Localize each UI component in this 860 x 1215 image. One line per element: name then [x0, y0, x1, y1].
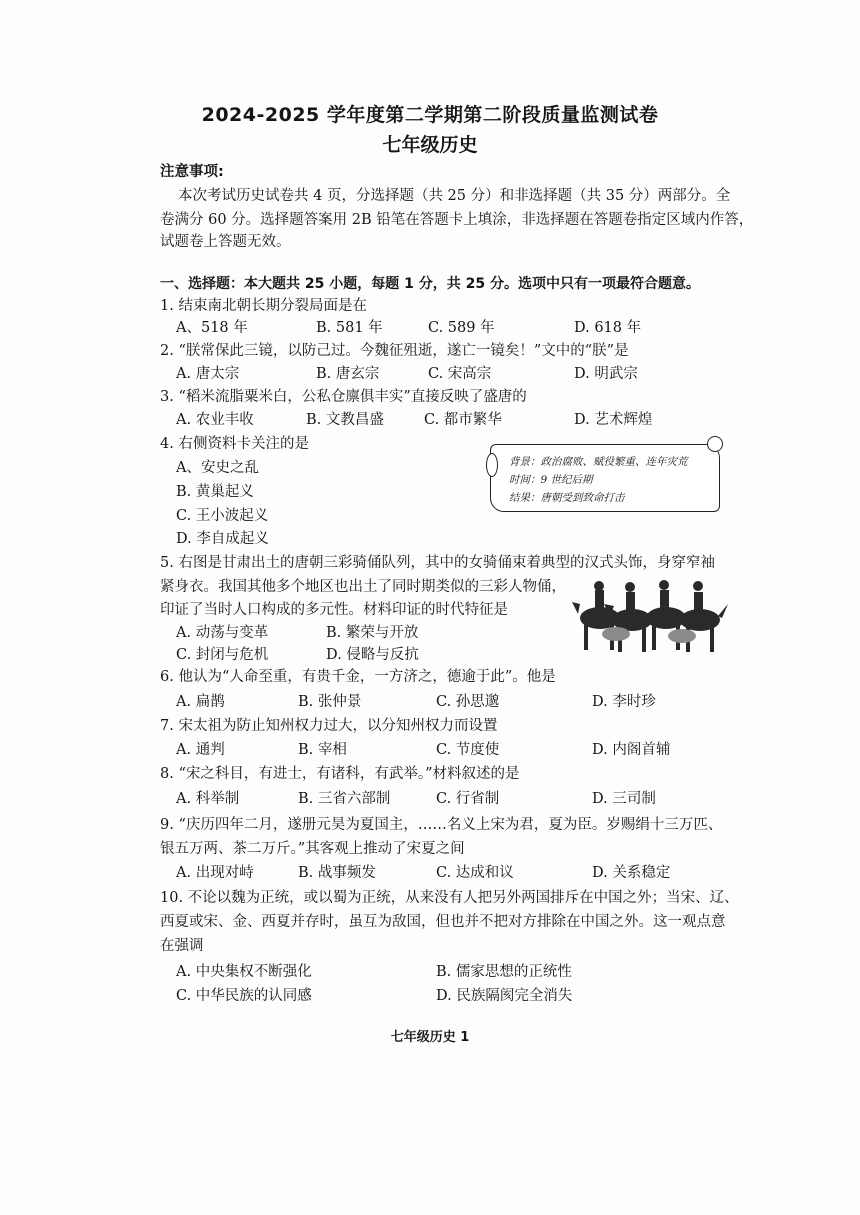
- option-d: D. 三司制: [592, 791, 656, 807]
- section-heading: 一、选择题：本大题共 25 小题，每题 1 分，共 25 分。选项中只有一项最符合题意。: [160, 276, 700, 292]
- exam-subtitle: 七年级历史: [382, 134, 478, 156]
- option-d: D. 内阁首辅: [592, 742, 671, 758]
- question-stem: 银五万两、茶二万斤。”其客观上推动了宋夏之间: [160, 841, 465, 857]
- question-stem: 4. 右侧资料卡关注的是: [160, 436, 309, 452]
- tang-sancai-horse-riders-image: [570, 574, 730, 658]
- option-b: B. 张仲景: [298, 694, 362, 710]
- question-stem: 1. 结束南北朝长期分裂局面是在: [160, 298, 367, 314]
- option-c: C. 孙思邈: [436, 694, 500, 710]
- scroll-curl-icon: [707, 436, 723, 452]
- question-stem: 9. “庆历四年二月，遂册元昊为夏国主，……名义上宋为君，夏为臣。岁赐绢十三万匹、: [160, 817, 723, 833]
- option-d: D. 关系稳定: [592, 865, 671, 881]
- question-stem: 8. “宋之科目，有进士，有诸科，有武举。”材料叙述的是: [160, 766, 520, 782]
- question-stem: 10. 不论以魏为正统，或以蜀为正统，从来没有人把另外两国排斥在中国之外；当宋、辽、: [160, 890, 739, 906]
- option-c: C. 达成和议: [436, 865, 514, 881]
- option-a: A. 科举制: [176, 791, 240, 807]
- option-c: C. 王小波起义: [176, 508, 269, 524]
- option-d: D. 民族隔阂完全消失: [436, 988, 573, 1004]
- option-d: D. 618 年: [574, 320, 642, 336]
- question-stem: 6. 他认为“人命至重，有贵千金，一方济之，德逾于此”。他是: [160, 669, 556, 685]
- question-stem: 在强调: [160, 938, 204, 954]
- option-c: C. 都市繁华: [424, 412, 502, 428]
- option-b: B. 黄巢起义: [176, 484, 254, 500]
- option-b: B. 宰相: [298, 742, 347, 758]
- option-c: C. 行省制: [436, 791, 500, 807]
- option-d: D. 李时珍: [592, 694, 656, 710]
- question-stem: 2. “朕常保此三镜，以防己过。今魏征殂逝，遂亡一镜矣！”文中的“朕”是: [160, 343, 629, 359]
- option-c: C. 节度使: [436, 742, 500, 758]
- option-d: D. 侵略与反抗: [326, 647, 419, 663]
- option-d: D. 明武宗: [574, 366, 638, 382]
- option-a: A. 唐太宗: [176, 366, 240, 382]
- card-background: 背景：政治腐败、赋役繁重、连年灾荒: [509, 456, 688, 468]
- option-d: D. 艺术辉煌: [574, 412, 653, 428]
- option-a: A. 中央集权不断强化: [176, 964, 312, 980]
- option-c: C. 中华民族的认同感: [176, 988, 312, 1004]
- option-b: B. 唐玄宗: [316, 366, 380, 382]
- option-a: A、518 年: [176, 320, 248, 336]
- question-stem: 西夏或宋、金、西夏并存时，虽互为敌国，但也并不把对方排除在中国之外。这一观点意: [160, 914, 726, 930]
- notice-heading: 注意事项:: [160, 164, 224, 180]
- option-b: B. 581 年: [316, 320, 383, 336]
- question-stem: 3. “稻米流脂粟米白，公私仓廪俱丰实”直接反映了盛唐的: [160, 389, 527, 405]
- option-d: D. 李自成起义: [176, 531, 269, 547]
- option-b: B. 儒家思想的正统性: [436, 964, 572, 980]
- option-b: B. 繁荣与开放: [326, 625, 419, 641]
- card-time: 时间：9 世纪后期: [509, 474, 593, 486]
- material-card: [490, 444, 720, 512]
- question-stem: 7. 宋太祖为防止知州权力过大，以分知州权力而设置: [160, 718, 498, 734]
- scroll-curl-icon: [486, 453, 498, 477]
- option-b: B. 战事频发: [298, 865, 376, 881]
- option-c: C. 宋高宗: [428, 366, 492, 382]
- notice-line: 卷满分 60 分。选择题答案用 2B 铅笔在答题卡上填涂，非选择题在答题卷指定区域内作答，: [160, 212, 754, 228]
- option-a: A. 通判: [176, 742, 225, 758]
- option-a: A. 出现对峙: [176, 865, 254, 881]
- exam-title: 2024-2025 学年度第二学期第二阶段质量监测试卷: [201, 104, 659, 126]
- option-c: C. 封闭与危机: [176, 647, 269, 663]
- option-a: A. 动荡与变革: [176, 625, 269, 641]
- option-a: A. 农业丰收: [176, 412, 254, 428]
- card-result: 结果：唐朝受到致命打击: [509, 492, 625, 504]
- option-c: C. 589 年: [428, 320, 495, 336]
- notice-line: 试题卷上答题无效。: [160, 234, 291, 250]
- option-a: A. 扁鹊: [176, 694, 225, 710]
- question-stem: 印证了当时人口构成的多元性。材料印证的时代特征是: [160, 602, 508, 618]
- page-footer: 七年级历史 1: [390, 1030, 470, 1045]
- question-stem: 紧身衣。我国其他多个地区也出土了同时期类似的三彩人物俑，: [160, 579, 566, 595]
- question-stem: 5. 右图是甘肃出土的唐朝三彩骑俑队列，其中的女骑俑束着典型的汉式头饰，身穿窄袖: [160, 555, 715, 571]
- notice-line: 本次考试历史试卷共 4 页，分选择题（共 25 分）和非选择题（共 35 分）两部分。全: [178, 188, 731, 204]
- option-a: A、安史之乱: [176, 460, 259, 476]
- option-b: B. 三省六部制: [298, 791, 391, 807]
- option-b: B. 文教昌盛: [306, 412, 384, 428]
